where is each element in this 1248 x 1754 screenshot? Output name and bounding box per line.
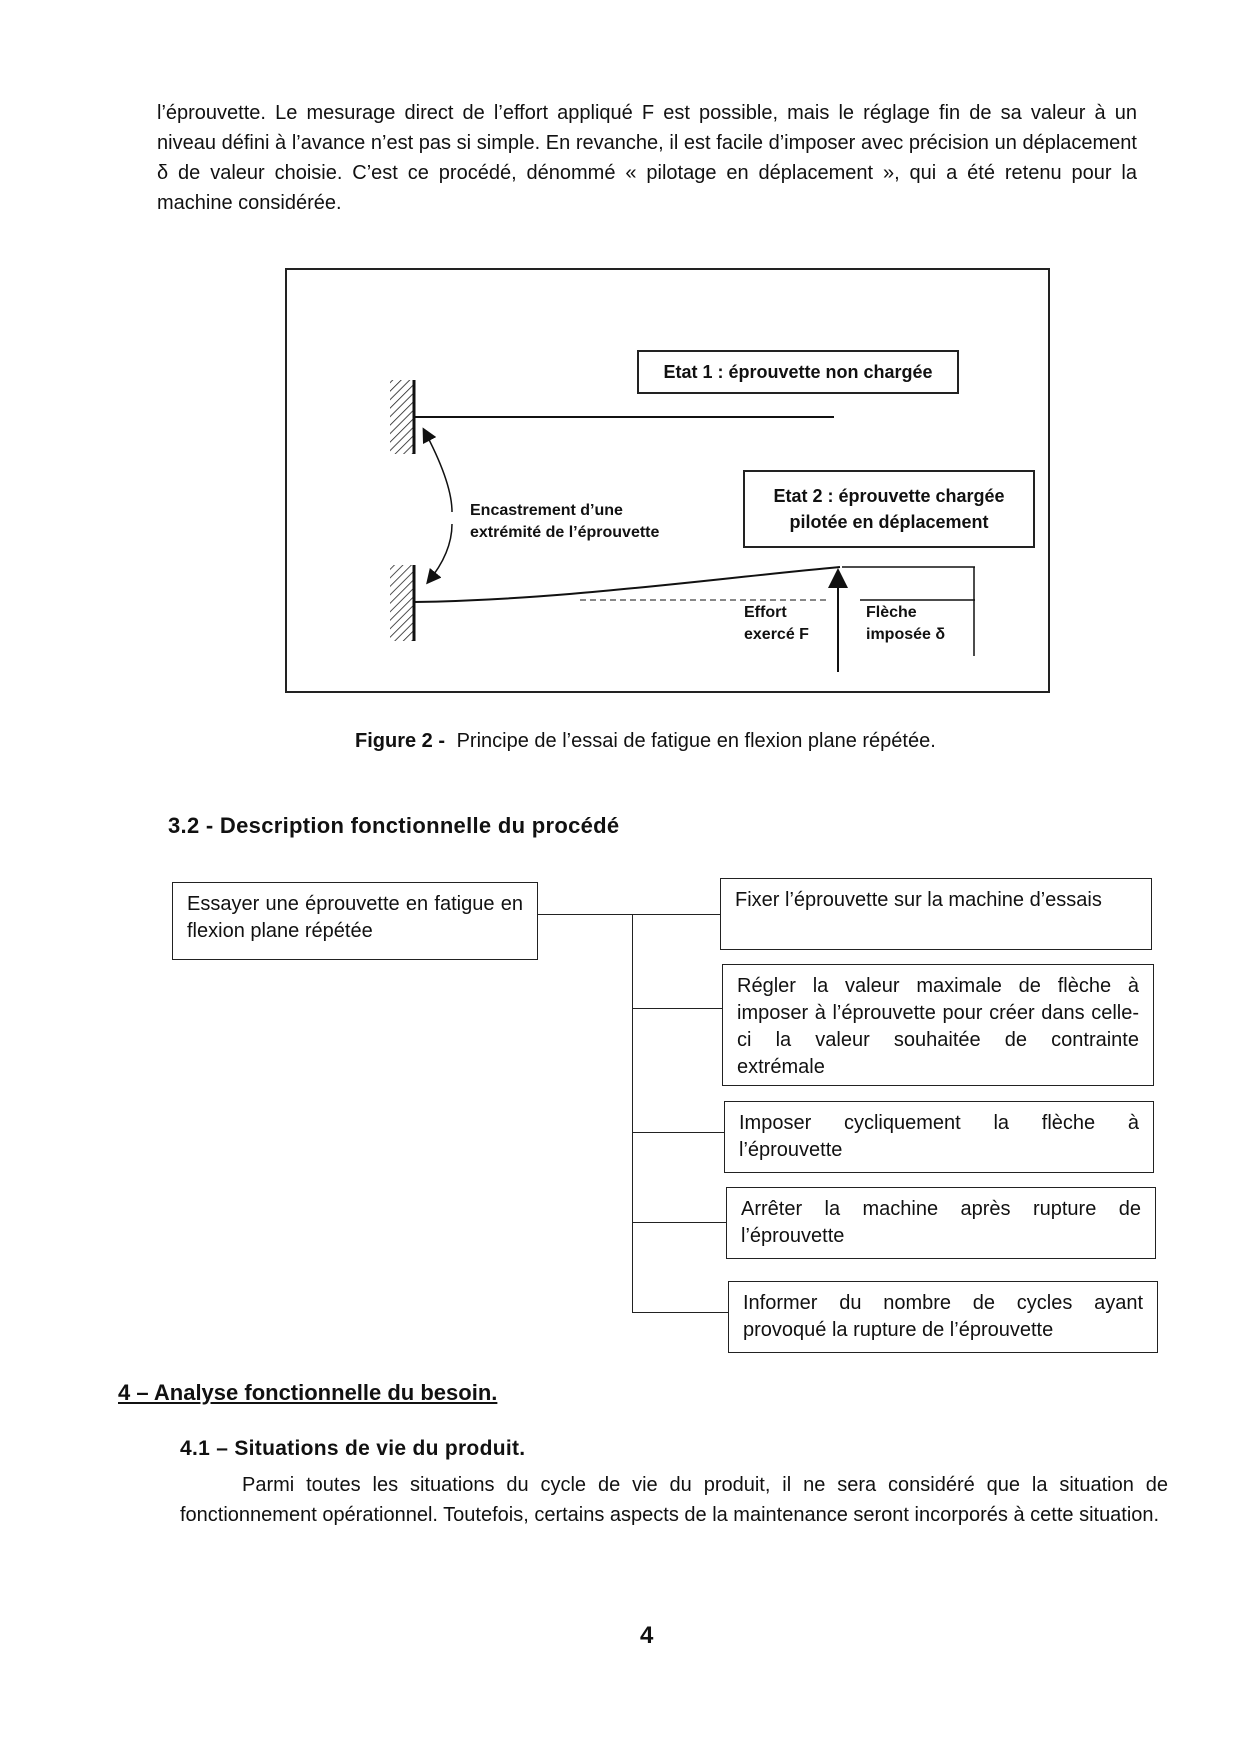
- intro-paragraph: l’éprouvette. Le mesurage direct de l’effort appliqué F est possible, mais le réglage fin de sa valeur à un niveau défini à l’avance n’est pas si simple. En revanche, il est facile d’imposer avec précision un déplacement δ de valeur choisie. C’est ce procédé, dénommé « pilotage en déplacement », qui a été retenu pour la machine considérée.: [157, 102, 1137, 214]
- force-label: Effort exercé F: [744, 604, 809, 643]
- sub-function-box-5: [728, 1281, 1158, 1353]
- sub-function-box-2: [722, 964, 1154, 1086]
- loaded-beam: [414, 567, 840, 602]
- top-clamp-wall: [390, 380, 414, 454]
- connector-trunk: [632, 914, 633, 1312]
- connector-branch-5: [632, 1312, 728, 1313]
- state-2-text-line1: Etat 2 : éprouvette chargée: [773, 486, 1005, 506]
- connector-branch-2: [632, 1008, 722, 1009]
- clamp-pointer-down: [428, 524, 452, 582]
- main-function-text: Essayer une éprouvette en fatigue en flexion plane répétée: [187, 893, 523, 942]
- sub-function-text-1: Fixer l’éprouvette sur la machine d’essais: [735, 889, 1102, 911]
- clamp-label: Encastrement d’une extrémité de l’éprouvette: [470, 502, 660, 541]
- section-4-title: 4 – Analyse fonctionnelle du besoin.: [118, 1380, 498, 1405]
- connector-branch-4: [632, 1222, 726, 1223]
- section-4-1-paragraph: Parmi toutes les situations du cycle de vie du produit, il ne sera considéré que la situation de fonctionnement opérationnel. Toutefois, certains aspects de la maintenance seront incorporés à cette situation.: [180, 1474, 1168, 1526]
- main-function-box: [172, 882, 538, 960]
- deflection-label: Flèche imposée δ: [866, 604, 946, 643]
- figure-drawing: [0, 0, 1248, 760]
- state-2-text-line2: pilotée en déplacement: [789, 512, 989, 532]
- sub-function-box-1: [720, 878, 1152, 950]
- sub-function-text-5: Informer du nombre de cycles ayant provoqué la rupture de l’éprouvette: [743, 1292, 1143, 1341]
- state-2-label: [743, 470, 1035, 548]
- connector-main: [538, 914, 720, 915]
- figure-caption: [355, 730, 1075, 753]
- sub-function-box-3: [724, 1101, 1154, 1173]
- page-number: 4: [640, 1622, 654, 1649]
- clamp-pointer-up: [424, 430, 452, 512]
- figure-caption-label: Figure 2 -: [355, 730, 446, 752]
- section-3-2-title: 3.2 - Description fonctionnelle du procédé: [168, 813, 620, 838]
- connector-branch-3: [632, 1132, 724, 1133]
- figure-caption-text: Principe de l’essai de fatigue en flexion plane répétée.: [456, 730, 936, 752]
- sub-function-box-4: [726, 1187, 1156, 1259]
- bottom-clamp-wall: [390, 565, 414, 641]
- state-1-label: [637, 350, 959, 394]
- sub-function-text-2: Régler la valeur maximale de flèche à imposer à l’éprouvette pour créer dans celle-ci la valeur souhaitée de contrainte extrémale: [737, 975, 1139, 1078]
- section-4-1-title: 4.1 – Situations de vie du produit.: [180, 1437, 526, 1460]
- sub-function-text-3: Imposer cycliquement la flèche à l’éprouvette: [739, 1112, 1139, 1161]
- sub-function-text-4: Arrêter la machine après rupture de l’éprouvette: [741, 1198, 1141, 1247]
- state-1-text: Etat 1 : éprouvette non chargée: [663, 361, 933, 382]
